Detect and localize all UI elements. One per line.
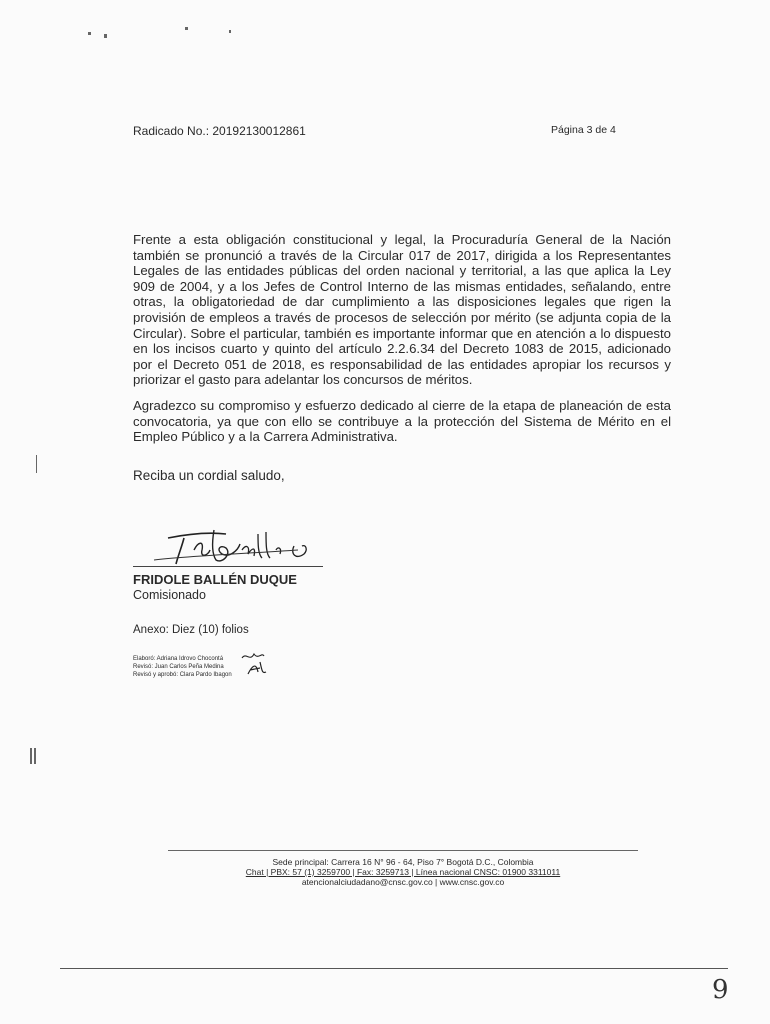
footer-address: Sede principal: Carrera 16 N° 96 - 64, Piso 7° Bogotá D.C., Colombia: [272, 857, 534, 867]
scan-speck: [104, 34, 107, 38]
scan-speck: [185, 27, 188, 30]
scan-speck: [88, 32, 91, 35]
body-paragraph-2: Agradezco su compromiso y esfuerzo dedicado al cierre de la etapa de planeación de esta convocatoria, ya que con ello se contribuye a la protección del Sistema de Mérito en el Empleo Público y a la Carrera Administrativa.: [133, 398, 671, 445]
handwritten-initials: [240, 648, 280, 678]
signer-name: FRIDOLE BALLÉN DUQUE: [133, 572, 297, 587]
signature-line: [133, 566, 323, 567]
scan-mark: [36, 455, 37, 473]
footer-web: atencionalciudadano@cnsc.gov.co | www.cnsc.gov.co: [301, 877, 505, 887]
footer-divider: [168, 850, 638, 851]
scan-mark: [30, 748, 32, 764]
credit-reviso-aprobo: Revisó y aprobó: Clara Pardo Ibagon: [133, 672, 232, 678]
footer-contact: Chat | PBX: 57 (1) 3259700 | Fax: 3259713 | Línea nacional CNSC: 01900 3311011: [245, 867, 561, 877]
page-indicator: Página 3 de 4: [551, 124, 616, 136]
handwritten-signature: [148, 520, 318, 568]
page-bottom-rule: [60, 968, 728, 969]
annex-note: Anexo: Diez (10) folios: [133, 624, 249, 636]
body-paragraph-1: Frente a esta obligación constitucional y legal, la Procuraduría General de la Nación también se pronunció a través de la Circular 017 de 2017, dirigida a los Representantes Legales de las entidades públicas del orden nacional y territorial, a las que aplica la Ley 909 de 2004, y a los Jefes de Control Interno de las mismas entidades, señalando, entre otras, la obligatoriedad de dar cumplimiento a las disposiciones legales que rigen la provisión de empleos a través de procesos de selección por mérito (se adjunta copia de la Circular). Sobre el particular, también es importante informar que en atención a lo dispuesto en los incisos cuarto y quinto del artículo 2.2.6.34 del Decreto 1083 de 2015, adicionado por el Decreto 051 de 2018, es responsabilidad de las entidades apropiar los recursos y priorizar el gasto para adelantar los concursos de méritos.: [133, 232, 671, 388]
closing-salutation: Reciba un cordial saludo,: [133, 468, 285, 483]
scan-speck: [229, 30, 231, 33]
radicado-number: Radicado No.: 20192130012861: [133, 124, 306, 138]
scan-mark: [34, 748, 36, 764]
credit-reviso: Revisó: Juan Carlos Peña Medina: [133, 664, 224, 670]
credit-elaboro: Elaboró: Adriana Idrovo Chocontá: [133, 656, 224, 662]
handwritten-page-number: 9: [712, 975, 729, 1005]
signer-role: Comisionado: [133, 588, 206, 602]
